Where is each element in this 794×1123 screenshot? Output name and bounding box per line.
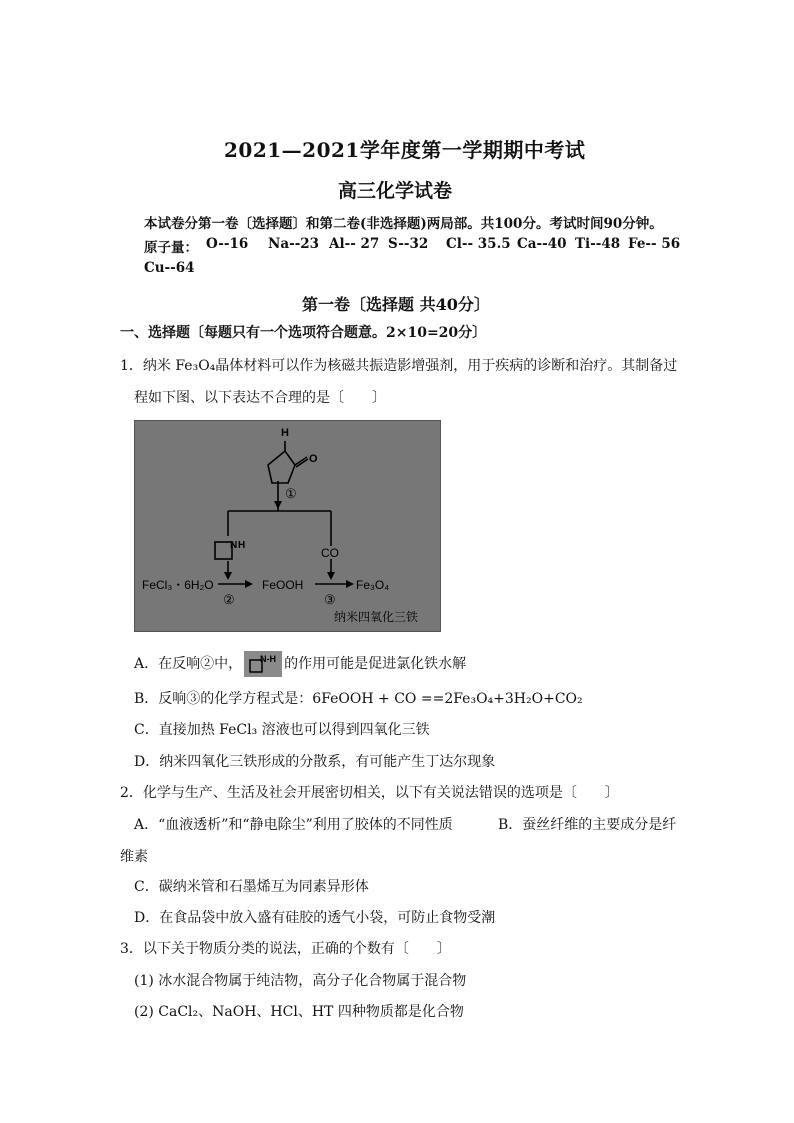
q1-option-a-post: 的作用可能是促进氯化铁水解 [284, 656, 467, 672]
arrow-down-3 [327, 572, 335, 580]
q1-option-d: D．纳米四氧化三铁形成的分散系，有可能产生丁达尔现象 [134, 754, 496, 770]
arrow-down-2 [224, 572, 232, 580]
step1-label: ① [285, 486, 297, 501]
azetidine-inline-label: N‑H [260, 654, 277, 664]
q2-option-c: C．碳纳米管和石墨烯互为同素异形体 [134, 879, 369, 895]
q2-option-d: D．在食品袋中放入盛有硅胶的透气小袋，可防止食物受潮 [134, 910, 496, 926]
step3-label: ③ [324, 592, 336, 607]
q1-option-c: C．直接加热 FeCl₃ 溶液也可以得到四氧化三铁 [134, 722, 430, 738]
azetidine-n: N [230, 540, 238, 551]
azetidine-h: H [238, 540, 246, 551]
feooh-label: FeOOH [262, 578, 304, 592]
step2-label: ② [223, 592, 235, 607]
section-heading: 一、选择题〔每题只有一个选项符合题意。2×10=20分〕 [120, 325, 487, 341]
atomic-label: 原子量： [144, 240, 198, 256]
q1-stem-line1: 1．纳米 Fe₃O₄晶体材料可以作为核磁共振造影增强剂，用于疾病的诊断和治疗。其制备过 [120, 358, 678, 374]
arrow-down-1 [274, 501, 282, 509]
q1-option-a-pre: A．在反响②中， [134, 656, 243, 672]
atomic-mass-na: Na--23 [268, 236, 320, 252]
carbonyl-o: O [309, 453, 318, 465]
azetidine-inline-icon [244, 651, 282, 677]
ring-n-h: H [281, 427, 289, 439]
atomic-mass-ca: Ca--40 [517, 236, 567, 252]
q3-item-1: (1) 冰水混合物属于纯洁物，高分子化合物属于混合物 [134, 973, 467, 989]
atomic-mass-cl: Cl-- 35.5 [446, 236, 511, 252]
co-label: CO [321, 546, 339, 560]
q1-option-b: B．反响③的化学方程式是：6FeOOH + CO ==2Fe₃O₄+3H₂O+CO₂ [134, 691, 583, 707]
diagram-caption: 纳米四氧化三铁 [334, 610, 419, 624]
q1-stem-line2: 程如下图、以下表达不合理的是〔 〕 [134, 390, 386, 406]
atomic-mass-s: S--32 [388, 236, 429, 252]
exam-title: 2021—2021学年度第一学期期中考试 [224, 138, 586, 162]
exam-subtitle: 高三化学试卷 [338, 180, 453, 202]
intro-line: 本试卷分第一卷〔选择题〕和第二卷(非选择题)两局部。共100分。考试时间90分钟。 [144, 216, 663, 232]
part1-title: 第一卷〔选择题 共40分〕 [302, 295, 490, 314]
atomic-mass-fe: Fe-- 56 [628, 236, 681, 252]
q2-option-b-cont: 维素 [120, 849, 148, 865]
atomic-mass-o: O--16 [206, 236, 249, 252]
synthesis-diagram [134, 420, 441, 632]
synthesis-svg [135, 421, 440, 631]
product-label: Fe₃O₄ [356, 578, 390, 592]
q1-option-a [134, 651, 466, 677]
q3-stem: 3．以下关于物质分类的说法，正确的个数有〔 〕 [120, 941, 451, 957]
arrow-right-2 [346, 580, 354, 588]
q2-stem: 2．化学与生产、生活及社会开展密切相关，以下有关说法错误的选项是〔 〕 [120, 785, 619, 801]
q2-option-a: A．“血液透析”和“静电除尘”利用了胶体的不同性质 [134, 817, 453, 833]
q2-option-b: B．蚕丝纤维的主要成分是纤 [498, 817, 677, 833]
atomic-mass-al: Al-- 27 [329, 236, 380, 252]
arrow-right-1 [245, 580, 253, 588]
atomic-mass-cu: Cu--64 [144, 260, 195, 276]
atomic-mass-ti: Ti--48 [575, 236, 621, 252]
lactam-ring [268, 451, 295, 483]
reactant-label: FeCl₃・6H₂O [142, 578, 214, 592]
q3-item-2: (2) CaCl₂、NaOH、HCl、HT 四种物质都是化合物 [134, 1004, 464, 1020]
